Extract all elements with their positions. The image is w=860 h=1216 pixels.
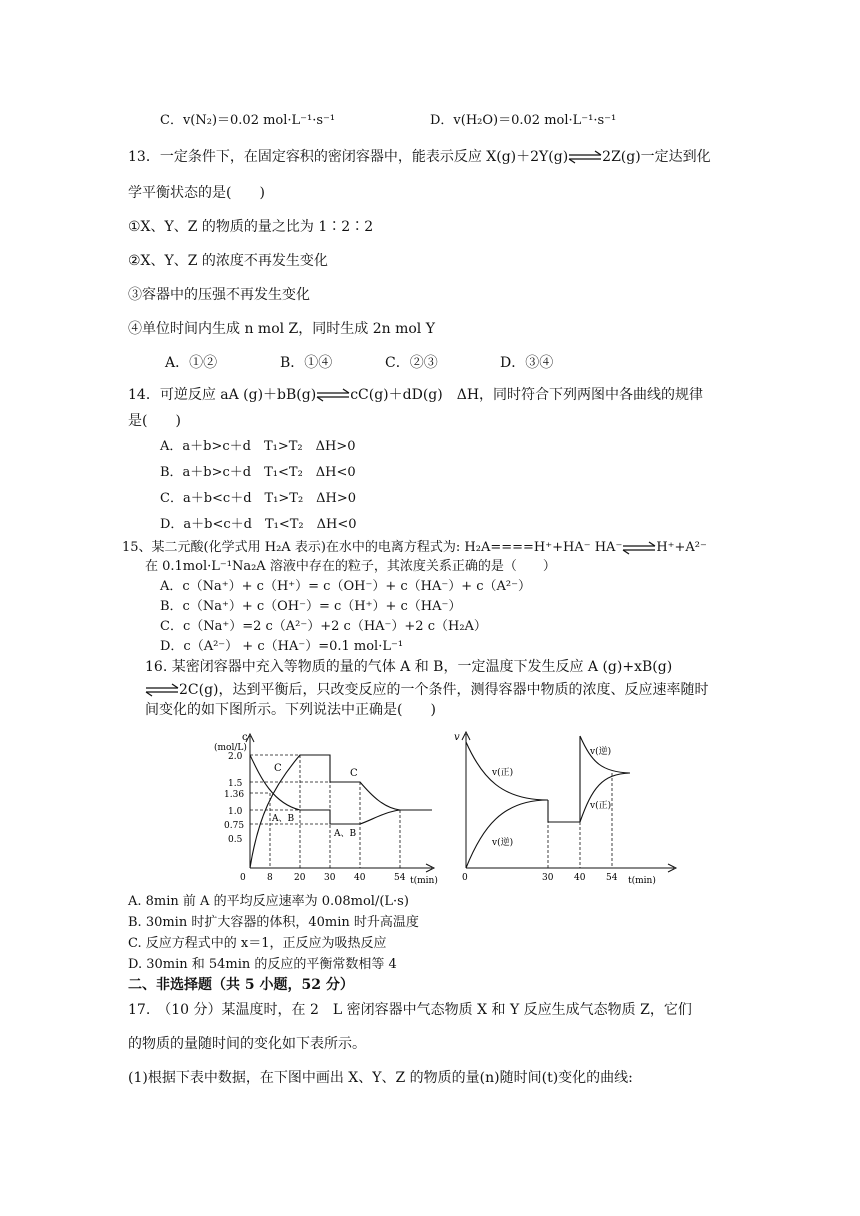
graph1-xtick: 40	[354, 873, 366, 883]
graph1-y-axis-label: c	[242, 732, 248, 743]
q13-stem	[128, 147, 711, 167]
q14-stem-part2: cC(g)＋dD(g) ΔH，同时符合下列两图中各曲线的规律	[350, 387, 704, 403]
q16-option-c: C. 反应方程式中的 x＝1，正反应为吸热反应	[128, 936, 387, 951]
graph1-label-c: C	[350, 768, 358, 779]
graph1-label-ab: A、B	[272, 814, 295, 824]
q17-subquestion-1: (1)根据下表中数据，在下图中画出 X、Y、Z 的物质的量(n)随时间(t)变化的曲线:	[128, 1070, 633, 1086]
q13-option-b: B．①④	[280, 355, 333, 371]
q14-stem	[128, 385, 703, 405]
q13-option-d: D．③④	[500, 355, 554, 371]
q15-stem-line2: 在 0.1mol·L⁻¹Na₂A 溶液中存在的粒子，其浓度关系正确的是（ ）	[145, 559, 556, 574]
q15-stem	[122, 538, 707, 558]
q16-option-d: D. 30min 和 54min 的反应的平衡常数相等 4	[128, 957, 397, 972]
q17-stem-line2: 的物质的量随时间的变化如下表所示。	[128, 1036, 366, 1052]
graph2-xtick: 54	[606, 873, 618, 883]
q16-option-b: B. 30min 时扩大容器的体积，40min 时升高温度	[128, 915, 419, 930]
graph1-ytick: 1.5	[228, 779, 243, 789]
q16-stem-part2: 2C(g)，达到平衡后，只改变反应的一个条件，测得容器中物质的浓度、反应速率随时	[179, 682, 709, 698]
graph2-v-forward-label: v(正)	[492, 768, 514, 778]
graph1-label-c: C	[274, 763, 282, 774]
q15-stem-part1: 15、某二元酸(化学式用 H₂A 表示)在水中的电离方程式为: H₂A====H⁺+HA⁻ HA⁻	[122, 540, 623, 555]
q14-stem-part1: 14．可逆反应 aA (g)＋bB(g)	[128, 387, 317, 403]
graph2-xtick: 30	[542, 873, 554, 883]
q13-item-3: ③容器中的压强不再发生变化	[128, 287, 310, 303]
q12-option-d: D．v(H₂O)＝0.02 mol·L⁻¹·s⁻¹	[430, 113, 617, 128]
q16-option-a: A. 8min 前 A 的平均反应速率为 0.08mol/(L·s)	[128, 894, 409, 909]
graph1-xtick: 8	[267, 873, 273, 883]
q13-item-2: ②X、Y、Z 的浓度不再发生变化	[128, 253, 328, 269]
equilibrium-arrows-icon	[622, 541, 656, 555]
q15-option-a: A．c（Na⁺）+ c（H⁺）= c（OH⁻）+ c（HA⁻）+ c（A²⁻）	[160, 579, 531, 594]
q15-option-c: C．c（Na⁺）=2 c（A²⁻）+2 c（HA⁻）+2 c（H₂A）	[160, 619, 487, 634]
graph2-xtick: 40	[574, 873, 586, 883]
graph2-v-reverse-label: v(逆)	[590, 747, 612, 757]
q13-stem-part2: 2Z(g)一定达到化	[602, 149, 711, 165]
q17-stem: 17. （10 分）某温度时，在 2 L 密闭容器中气态物质 X 和 Y 反应生成气态物质 Z，它们	[128, 1002, 692, 1018]
q14-option-a: A．a＋b>c＋d T₁>T₂ ΔH>0	[160, 439, 356, 454]
q13-option-a: A．①②	[165, 355, 218, 371]
graph2-y-axis-label: v	[454, 732, 460, 743]
graph1-xtick: 54	[394, 873, 406, 883]
q16-stem: 16. 某密闭容器中充入等物质的量的气体 A 和 B，一定温度下发生反应 A (g)+xB(g)	[145, 659, 673, 675]
graph2-v-reverse-label: v(逆)	[492, 838, 514, 848]
graph1-x-unit: t(min)	[410, 876, 438, 886]
q13-item-1: ①X、Y、Z 的物质的量之比为 1∶2∶2	[128, 219, 374, 235]
q12-option-c: C．v(N₂)＝0.02 mol·L⁻¹·s⁻¹	[160, 113, 336, 128]
q15-stem-part2: H⁺+A²⁻	[656, 540, 707, 555]
graph1-ytick: 0.75	[224, 821, 245, 831]
graph1-ytick: 2.0	[228, 752, 243, 762]
graph1-xtick: 30	[324, 873, 336, 883]
rate-time-graph	[452, 728, 682, 888]
equilibrium-arrows-icon	[316, 388, 350, 402]
q13-stem-line2: 学平衡状态的是( )	[128, 185, 265, 201]
q16-stem-line2	[145, 680, 709, 700]
q13-stem-part1: 13．一定条件下，在固定容积的密闭容器中，能表示反应 X(g)＋2Y(g)	[128, 149, 569, 165]
graph1-origin: 0	[240, 873, 246, 883]
graph2-v-forward-label: v(正)	[590, 801, 612, 811]
section-heading: 二、非选择题（共 5 小题，52 分）	[128, 977, 354, 993]
graph1-xtick: 20	[294, 873, 306, 883]
q14-option-d: D．a＋b<c＋d T₁<T₂ ΔH<0	[160, 517, 357, 532]
q13-item-4: ④单位时间内生成 n mol Z，同时生成 2n mol Y	[128, 321, 435, 337]
graph1-ytick: 1.0	[228, 807, 243, 817]
concentration-time-graph	[212, 728, 440, 888]
q15-option-b: B．c（Na⁺）+ c（OH⁻）= c（H⁺）+ c（HA⁻）	[160, 599, 462, 614]
graph1-ytick: 0.5	[228, 835, 243, 845]
q14-stem-line2: 是( )	[128, 413, 181, 429]
graph2-origin: 0	[462, 873, 468, 883]
q16-stem-line3: 间变化的如下图所示。下列说法中正确是( )	[145, 702, 436, 718]
equilibrium-arrows-icon	[568, 150, 602, 164]
graph1-ytick: 1.36	[224, 790, 245, 800]
q13-option-c: C．②③	[385, 355, 438, 371]
graph2-x-unit: t(min)	[628, 876, 656, 886]
graph1-label-ab: A、B	[334, 829, 357, 839]
equilibrium-arrows-icon	[145, 683, 179, 697]
graph1-y-unit: (mol/L)	[214, 743, 247, 753]
q15-option-d: D．c（A²⁻） + c（HA⁻）=0.1 mol·L⁻¹	[160, 639, 404, 654]
q14-option-b: B．a＋b>c＋d T₁<T₂ ΔH<0	[160, 465, 356, 480]
q14-option-c: C．a＋b<c＋d T₁>T₂ ΔH>0	[160, 491, 357, 506]
